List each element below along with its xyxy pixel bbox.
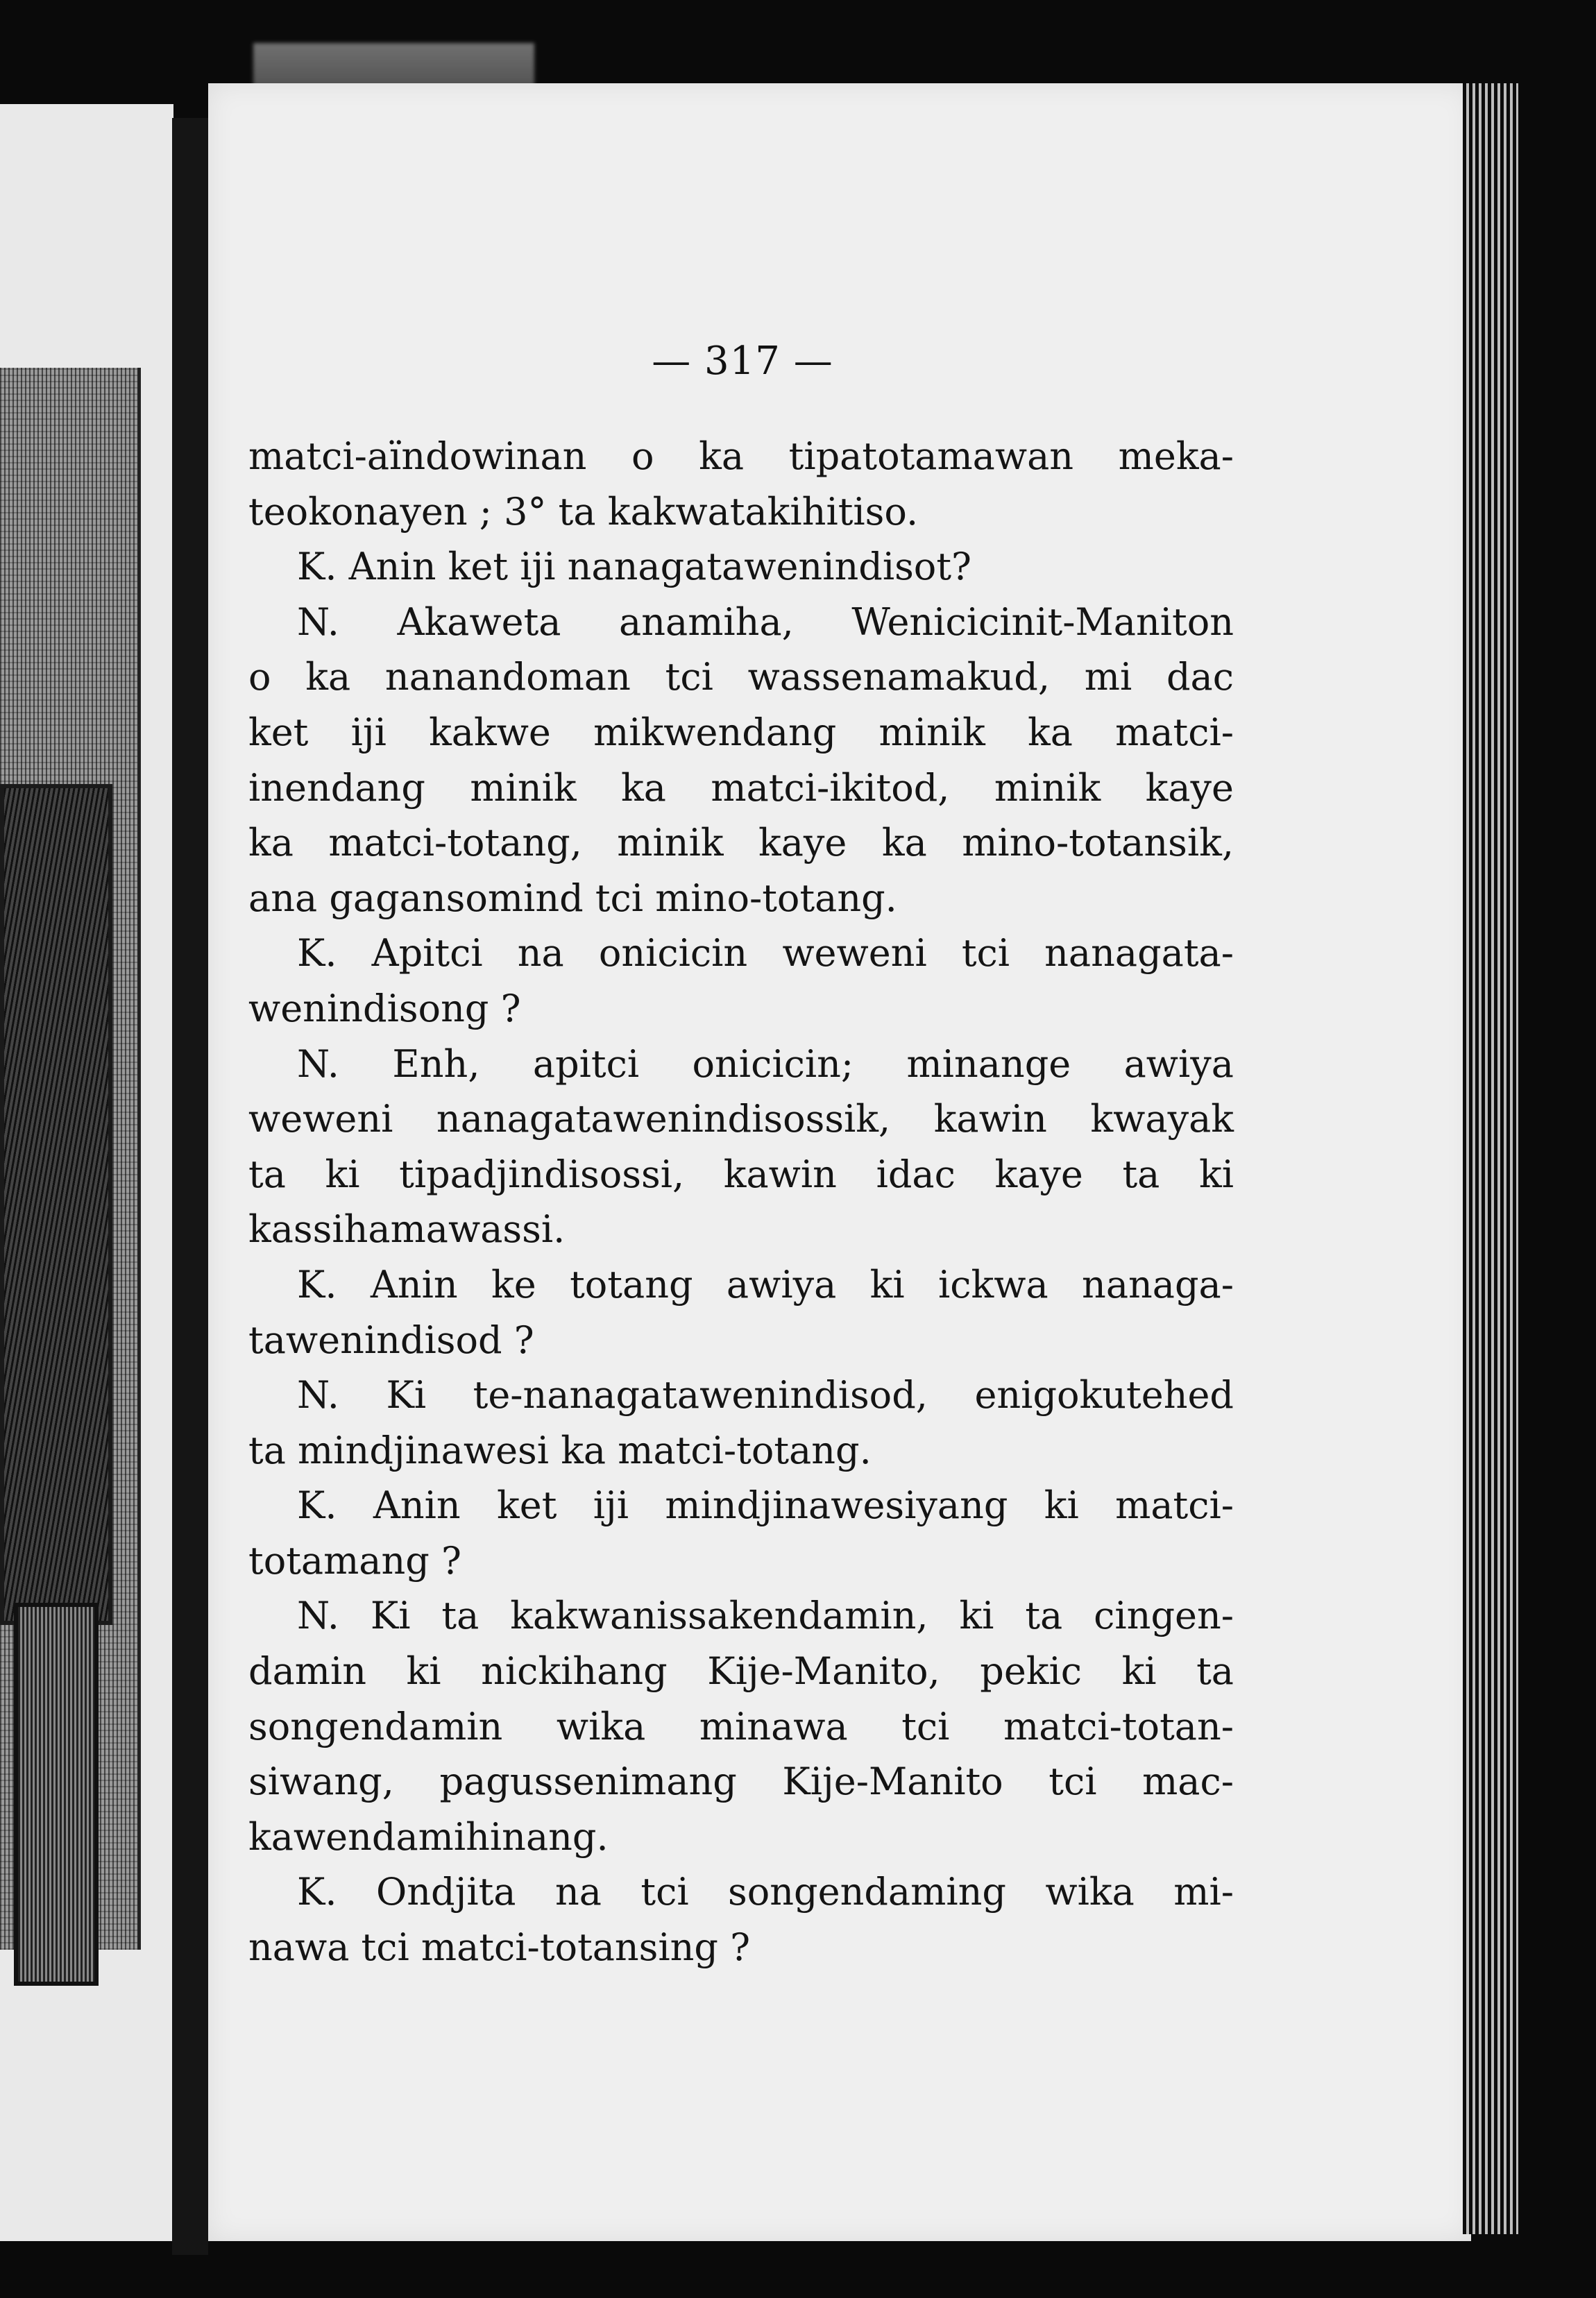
text-line: N. Ki ta kakwanissakendamin, ki ta cingen- <box>297 1594 1234 1638</box>
text-line: kawendamihinang. <box>248 1814 609 1859</box>
text-line: N. Enh, apitci onicicin; minange awiya <box>297 1041 1234 1086</box>
text-line: inendang minik ka matci-ikitod, minik kaye <box>248 765 1234 810</box>
text-line: tawenindisod ? <box>248 1318 534 1362</box>
text-line: matci-aïndowinan o ka tipatotamawan meka- <box>248 434 1234 478</box>
text-line: kassihamawassi. <box>248 1207 566 1252</box>
text-line: ana gagansomind tci mino-totang. <box>248 876 897 920</box>
text-line: ta ki tipadjindisossi, kawin idac kaye ta ki <box>248 1152 1234 1196</box>
text-line: K. Anin ket iji mindjinawesiyang ki matci- <box>297 1483 1234 1528</box>
text-line: N. Akaweta anamiha, Wenicicinit-Maniton <box>297 599 1234 644</box>
text-line: totamang ? <box>248 1538 461 1583</box>
text-line: ket iji kakwe mikwendang minik ka matci- <box>248 710 1234 754</box>
text-line: K. Anin ke totang awiya ki ickwa nanaga- <box>297 1262 1234 1307</box>
text-line: K. Anin ket iji nanagatawenindisot? <box>297 545 971 589</box>
book-gutter <box>172 118 208 2255</box>
text-line: siwang, pagussenimang Kije-Manito tci mac- <box>248 1760 1234 1804</box>
page-number: — 317 — <box>652 339 833 384</box>
text-line: damin ki nickihang Kije-Manito, pekic ki ta <box>248 1649 1234 1694</box>
page-edges <box>1463 83 1518 2234</box>
engraving-panel <box>14 1603 99 1986</box>
text-line: wenindisong ? <box>248 986 521 1030</box>
text-line: ta mindjinawesi ka matci-totang. <box>248 1428 872 1472</box>
text-line: ka matci-totang, minik kaye ka mino-totansik, <box>248 821 1234 865</box>
engraving-illustration <box>0 368 141 1950</box>
text-line: teokonayen ; 3° ta kakwatakihitiso. <box>248 489 919 534</box>
text-line: weweni nanagatawenindisossik, kawin kwayak <box>248 1097 1234 1141</box>
text-line: K. Ondjita na tci songendaming wika mi- <box>297 1870 1234 1914</box>
text-line: K. Apitci na onicicin weweni tci nanagata- <box>297 931 1234 976</box>
body-text <box>248 429 1234 1975</box>
text-line: N. Ki te-nanagatawenindisod, enigokutehed <box>297 1373 1234 1418</box>
engraving-arch <box>0 784 112 1625</box>
text-line: nawa tci matci-totansing ? <box>248 1925 751 1970</box>
text-line: songendamin wika minawa tci matci-totan- <box>248 1704 1234 1748</box>
facing-page-left <box>0 104 173 2241</box>
text-line: o ka nanandoman tci wassenamakud, mi dac <box>248 655 1234 699</box>
